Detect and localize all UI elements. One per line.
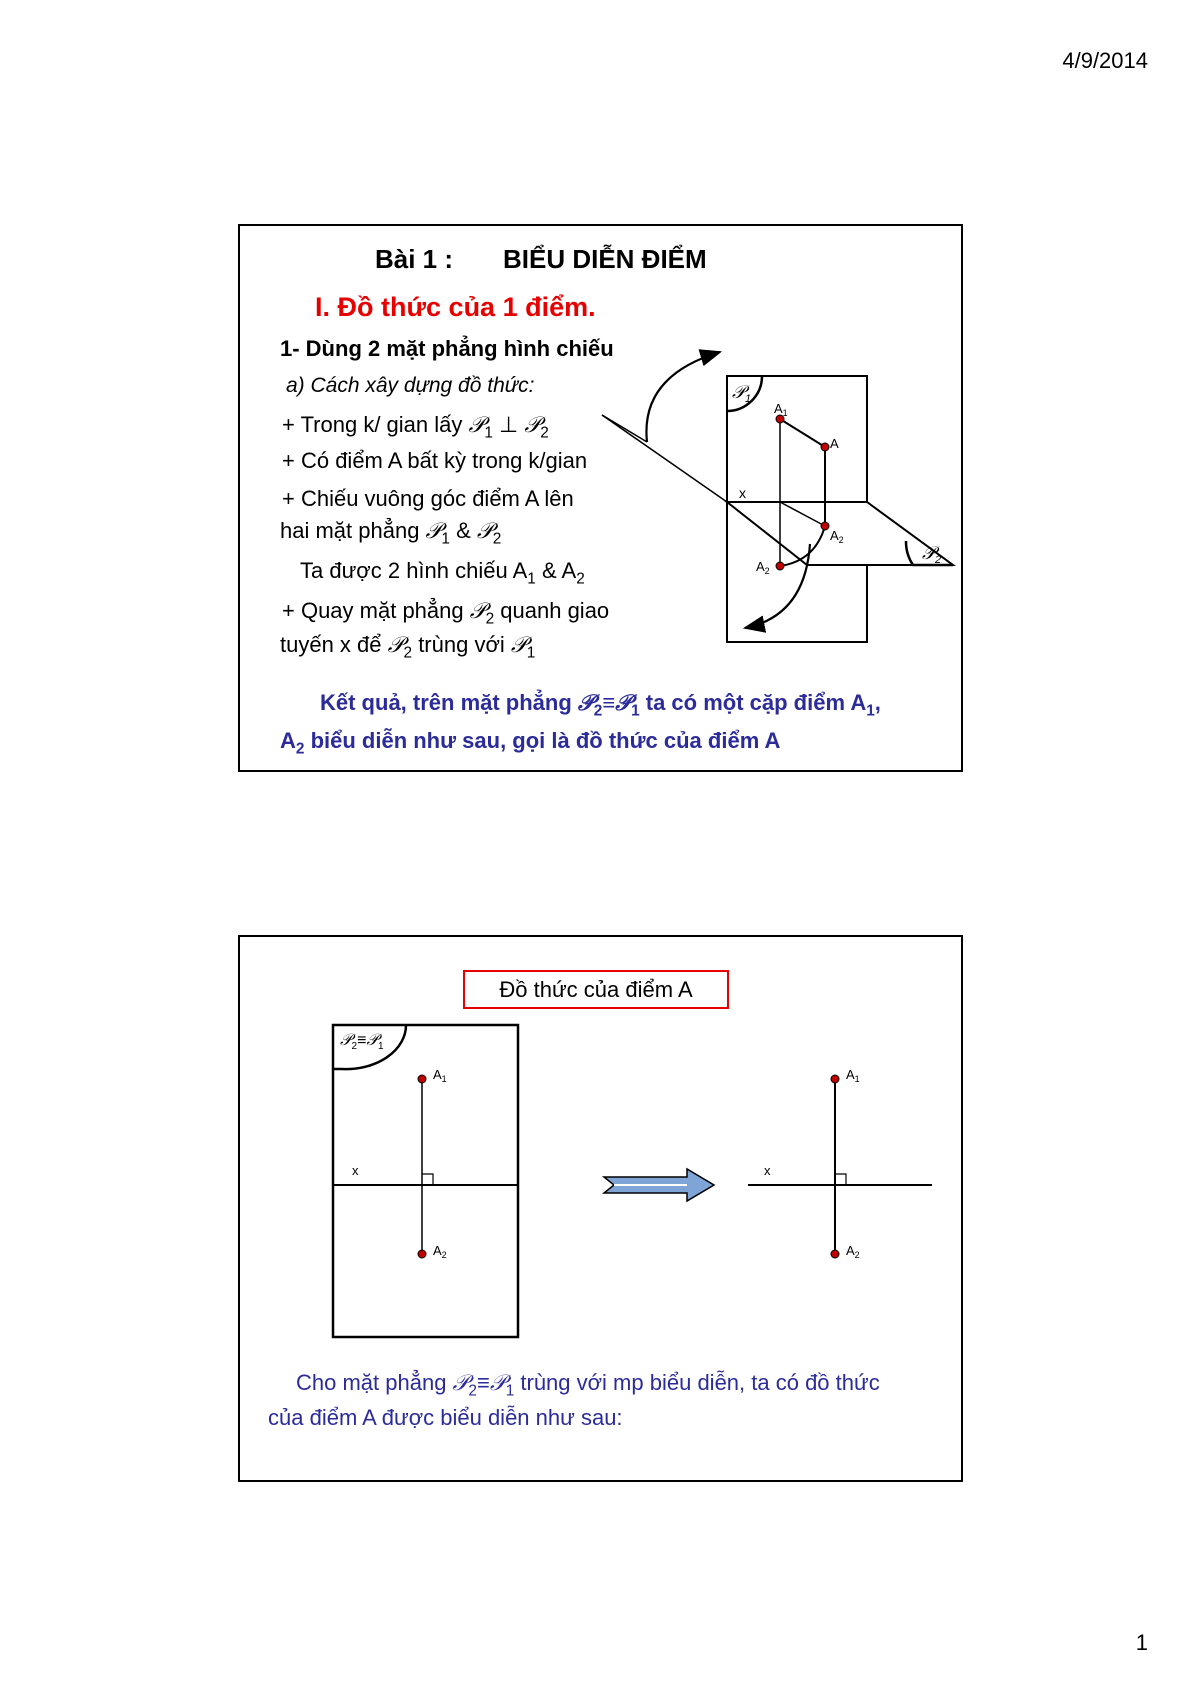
a1-label: $A_1$: [774, 401, 788, 418]
left-frame: [333, 1025, 518, 1337]
rotation-arc-small: [780, 526, 825, 566]
page-date: 4/9/2014: [1062, 48, 1148, 73]
step-a-heading: a) Cách xây dựng đồ thức:: [286, 374, 535, 397]
plane-p2-parallelogram: [727, 502, 953, 565]
curved-arrow-top: [646, 352, 720, 442]
epure-figure: [240, 937, 965, 1484]
point-a2: [821, 522, 829, 530]
lesson-label: Bài 1 :: [375, 244, 454, 274]
text-line-5: Ta được 2 hình chiếu $A_1$ & $A_2$: [300, 558, 585, 588]
left-a2-label: $A_2$: [433, 1243, 447, 1260]
text-line-6: + Quay mặt phẳng 𝒫$_2$ quanh giao: [282, 598, 610, 628]
left-axis-label: x: [352, 1163, 359, 1178]
curved-arrow-bottom: [745, 544, 810, 628]
right-a2-label: $A_2$: [846, 1243, 860, 1260]
pointer-line-2: [602, 415, 727, 502]
axis-x-label: x: [739, 485, 746, 501]
right-axis-label: x: [764, 1163, 771, 1178]
page-number: 1: [1135, 1630, 1148, 1655]
text-line-3: + Chiếu vuông góc điểm A lên: [282, 486, 574, 511]
point-a: [821, 443, 829, 451]
left-plane-label: 𝒫$_2$≡𝒫$_1$: [340, 1030, 384, 1052]
slide-title: BIỂU DIỄN ĐIỂM: [503, 244, 707, 274]
left-point-a1: [418, 1075, 426, 1083]
projection-3d-figure: [240, 226, 965, 774]
plane-p2-label: 𝒫$_2$: [922, 543, 942, 566]
a2-label: $A_2$: [830, 528, 844, 545]
right-a1-label: $A_1$: [846, 1067, 860, 1084]
section-heading: I. Đồ thức của 1 điểm.: [315, 292, 596, 322]
result-line-2: $A_2$ biểu diễn như sau, gọi là đồ thức của điểm A: [280, 728, 781, 758]
slide-2: [238, 935, 963, 1482]
right-point-a2: [831, 1250, 839, 1258]
text-line-2: + Có điểm A bất kỳ trong k/gian: [282, 448, 588, 473]
point-a2-rotated: [776, 562, 784, 570]
rotated-plane-outline: [727, 502, 867, 642]
subsection-heading: 1- Dùng 2 mặt phẳng hình chiếu: [280, 336, 614, 361]
caption-line-1: Cho mặt phẳng 𝒫$_2$≡𝒫$_1$ trùng với mp biểu diễn, ta có đồ thức: [296, 1370, 880, 1400]
left-right-angle: [422, 1174, 433, 1185]
a1-a-line: [780, 419, 825, 447]
result-line-1: Kết quả, trên mặt phẳng 𝒫$_2$≡𝒫$_1$ ta có một cặp điểm $A_1$,: [320, 690, 881, 720]
a-label: A: [830, 436, 839, 451]
caption-line-2: của điểm A được biểu diễn như sau:: [268, 1405, 623, 1430]
text-line-1: + Trong k/ gian lấy 𝒫$_1$ ⊥ 𝒫$_2$: [282, 412, 549, 442]
x-a2-line: [780, 502, 825, 526]
text-line-4: hai mặt phẳng 𝒫$_1$ & 𝒫$_2$: [280, 518, 502, 548]
transform-arrow: [604, 1169, 714, 1201]
plane-p1-label: 𝒫$_1$: [732, 382, 752, 405]
right-point-a1: [831, 1075, 839, 1083]
text-line-7: tuyến x để 𝒫$_2$ trùng với 𝒫$_1$: [280, 632, 536, 662]
left-point-a2: [418, 1250, 426, 1258]
a2-rotated-label: $A_2$: [756, 559, 770, 576]
right-right-angle: [835, 1174, 846, 1185]
slide-1: [238, 224, 963, 772]
left-a1-label: $A_1$: [433, 1067, 447, 1084]
box-title: Đồ thức của điểm A: [463, 970, 729, 1009]
